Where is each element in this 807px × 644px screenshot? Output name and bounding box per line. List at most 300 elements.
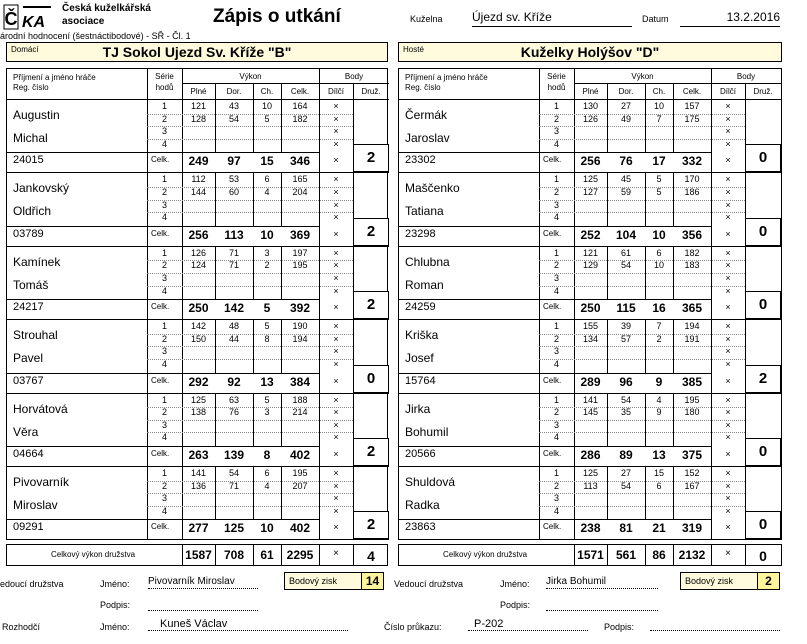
series-value: 155 bbox=[582, 321, 599, 332]
series-value: 125 bbox=[582, 468, 599, 478]
partial-point-mark: × bbox=[725, 260, 731, 271]
player-first-name: Miroslav bbox=[13, 498, 58, 512]
partial-point-mark: × bbox=[333, 285, 339, 296]
series-value: 188 bbox=[292, 394, 308, 405]
player-total-value: 263 bbox=[188, 447, 209, 462]
player-total-value: 249 bbox=[188, 154, 209, 169]
series-value: 71 bbox=[228, 247, 239, 258]
player-surname: Pivovarník bbox=[13, 475, 70, 489]
performance-header: Výkon bbox=[631, 72, 654, 81]
series-number: 3 bbox=[553, 419, 559, 430]
player-total-value: 256 bbox=[580, 154, 601, 169]
player-total-value: 115 bbox=[616, 301, 636, 316]
partial-point-mark: × bbox=[333, 407, 339, 418]
home-signature-field bbox=[148, 598, 258, 611]
total-rule bbox=[147, 373, 319, 374]
player-team-points: 2 bbox=[353, 438, 389, 466]
series-number: 2 bbox=[161, 113, 167, 124]
serie-header-2: hodů bbox=[155, 83, 174, 92]
partial-point-mark: × bbox=[725, 375, 731, 386]
series-number: 1 bbox=[553, 247, 559, 258]
player-team-points: 0 bbox=[745, 144, 781, 172]
partial-point-mark: × bbox=[725, 468, 731, 478]
home-captain-name: Pivovarník Miroslav bbox=[148, 576, 258, 589]
player-total-value: 385 bbox=[681, 374, 703, 389]
player-team-points: 0 bbox=[745, 218, 781, 246]
name-rule bbox=[399, 519, 539, 520]
venue-label: Kuželna bbox=[410, 14, 443, 24]
player-total-value: 356 bbox=[681, 227, 703, 242]
player-reg-number: 04664 bbox=[13, 447, 44, 460]
partial-point-mark: × bbox=[333, 321, 339, 332]
player-reg-number: 23863 bbox=[405, 521, 436, 534]
player-total-value: 369 bbox=[289, 227, 311, 242]
player-team-points: 2 bbox=[745, 365, 781, 393]
player-total-value: 13 bbox=[260, 374, 274, 389]
player-block bbox=[7, 100, 389, 173]
name-rule bbox=[399, 446, 539, 447]
away-signature-label: Podpis: bbox=[500, 600, 531, 610]
series-value: 214 bbox=[292, 407, 308, 418]
partial-point-mark: × bbox=[333, 505, 339, 516]
player-total-value: 81 bbox=[619, 521, 633, 536]
series-value: 54 bbox=[620, 260, 631, 271]
player-total-value: 5 bbox=[263, 301, 271, 316]
player-total-value: 15 bbox=[260, 154, 274, 169]
player-surname: Shuldová bbox=[405, 475, 456, 489]
player-name-header: Příjmení a jméno hráče bbox=[405, 73, 488, 82]
partial-point-mark: × bbox=[725, 113, 731, 124]
player-reg-number: 23302 bbox=[405, 154, 436, 167]
away-signature-field bbox=[546, 598, 658, 611]
total-rule bbox=[147, 446, 319, 447]
series-value: 130 bbox=[582, 101, 599, 111]
player-reg-number: 03767 bbox=[13, 374, 44, 387]
player-total-value: 10 bbox=[652, 227, 666, 242]
player-total-value: 97 bbox=[227, 154, 241, 169]
player-total-value: 319 bbox=[681, 521, 703, 536]
player-surname: Kamínek bbox=[13, 254, 61, 269]
player-first-name: Oldřich bbox=[13, 204, 52, 219]
series-number: 1 bbox=[161, 468, 167, 478]
partial-point-mark: × bbox=[333, 375, 339, 386]
player-surname: Horvátová bbox=[13, 401, 68, 416]
series-value: 54 bbox=[228, 468, 239, 478]
series-number: 3 bbox=[161, 272, 167, 283]
team-points-header: Druž. bbox=[753, 87, 773, 96]
player-total-value: 21 bbox=[652, 521, 666, 536]
series-value: 44 bbox=[228, 333, 239, 344]
total-rule bbox=[147, 519, 319, 520]
total-rule bbox=[147, 152, 319, 153]
series-value: 15 bbox=[653, 468, 664, 478]
partial-point-mark: × bbox=[333, 260, 339, 271]
player-total-value: 13 bbox=[652, 447, 666, 462]
series-value: 5 bbox=[264, 321, 270, 332]
series-value: 180 bbox=[684, 407, 700, 418]
series-number: 2 bbox=[553, 260, 559, 271]
player-reg-number: 24217 bbox=[13, 301, 44, 314]
series-value: 54 bbox=[228, 113, 239, 124]
partial-point-mark: × bbox=[333, 493, 339, 504]
player-block bbox=[399, 247, 781, 320]
partial-point-mark: × bbox=[333, 468, 339, 478]
series-value: 175 bbox=[684, 113, 700, 124]
series-value: 121 bbox=[582, 247, 599, 258]
team-summary-value: 2295 bbox=[286, 548, 314, 562]
partial-point-mark: × bbox=[333, 448, 339, 459]
series-value: 8 bbox=[264, 333, 270, 344]
home-team-header bbox=[6, 42, 388, 62]
player-total-value: 250 bbox=[580, 301, 601, 316]
team-summary-mark: × bbox=[333, 548, 339, 559]
series-number: 1 bbox=[161, 394, 167, 405]
series-value: 10 bbox=[261, 101, 272, 111]
team-summary-value: 2132 bbox=[678, 548, 706, 562]
series-value: 164 bbox=[292, 101, 308, 111]
partial-point-mark: × bbox=[725, 419, 731, 430]
series-value: 45 bbox=[620, 174, 631, 185]
player-first-name: Tomáš bbox=[13, 277, 49, 292]
partial-point-mark: × bbox=[333, 302, 339, 313]
name-rule bbox=[399, 373, 539, 374]
header-mid-rule bbox=[711, 83, 781, 84]
series-value: 71 bbox=[228, 480, 239, 491]
series-number: 3 bbox=[161, 346, 167, 357]
partial-point-mark: × bbox=[333, 358, 339, 369]
total-row-label: Celk. bbox=[151, 522, 170, 532]
partial-point-mark: × bbox=[333, 174, 339, 185]
player-total-value: 96 bbox=[619, 374, 633, 389]
total-row-label: Celk. bbox=[543, 375, 562, 385]
name-rule bbox=[399, 226, 539, 227]
points-header: Body bbox=[736, 72, 756, 81]
partial-point-mark: × bbox=[333, 333, 339, 344]
rules-subtitle: árodní hodnocení (šestnáctibodové) - SŘ - Čl. 1 bbox=[0, 31, 191, 41]
player-first-name: Tatiana bbox=[405, 204, 444, 219]
svg-text:Č: Č bbox=[4, 9, 18, 29]
player-name-header: Příjmení a jméno hráče bbox=[13, 73, 96, 82]
series-value: 2 bbox=[656, 333, 662, 344]
partial-point-mark: × bbox=[725, 138, 731, 149]
series-value: 134 bbox=[582, 333, 599, 344]
player-total-value: 9 bbox=[655, 374, 663, 389]
away-team-header bbox=[398, 42, 782, 62]
partial-point-mark: × bbox=[333, 480, 339, 491]
series-value: 48 bbox=[228, 321, 239, 332]
partial-point-mark: × bbox=[725, 493, 731, 504]
referee-signature-field bbox=[650, 618, 780, 631]
series-number: 2 bbox=[553, 186, 559, 197]
player-block bbox=[399, 100, 781, 173]
away-match-points-label: Bodový zisk bbox=[685, 576, 734, 586]
partial-point-mark: × bbox=[333, 212, 339, 223]
cka-logo bbox=[3, 3, 55, 33]
series-value: 121 bbox=[190, 101, 207, 111]
player-team-points: 0 bbox=[353, 365, 389, 393]
series-value: 60 bbox=[228, 186, 239, 197]
player-team-points: 2 bbox=[353, 511, 389, 539]
home-captain-name-label: Jméno: bbox=[100, 579, 130, 589]
player-total-value: 375 bbox=[681, 447, 703, 462]
player-total-value: 238 bbox=[580, 521, 601, 536]
clearing-header: Dor. bbox=[618, 87, 634, 96]
miss-header: Ch. bbox=[260, 87, 274, 96]
series-number: 2 bbox=[161, 260, 167, 271]
partial-point-mark: × bbox=[725, 448, 731, 459]
away-team-summary bbox=[398, 544, 782, 566]
series-value: 150 bbox=[190, 333, 207, 344]
series-value: 190 bbox=[292, 321, 308, 332]
series-number: 3 bbox=[553, 199, 559, 210]
series-value: 125 bbox=[190, 394, 207, 405]
serie-header: Série bbox=[547, 72, 566, 81]
away-role-label: Hosté bbox=[403, 45, 424, 54]
series-value: 10 bbox=[653, 101, 664, 111]
total-rule bbox=[539, 152, 711, 153]
series-value: 167 bbox=[684, 480, 700, 491]
series-number: 3 bbox=[553, 493, 559, 504]
player-total-value: 10 bbox=[260, 227, 274, 242]
player-surname: Chlubna bbox=[405, 254, 450, 269]
player-reg-number: 03789 bbox=[13, 227, 44, 240]
series-value: 49 bbox=[620, 113, 631, 124]
home-team-name: TJ Sokol Ujezd Sv. Kříže "B" bbox=[102, 44, 292, 60]
player-first-name: Roman bbox=[405, 277, 444, 292]
series-number: 2 bbox=[161, 333, 167, 344]
series-value: 5 bbox=[264, 394, 270, 405]
series-value: 39 bbox=[620, 321, 631, 332]
player-first-name: Michal bbox=[13, 131, 48, 145]
series-value: 195 bbox=[292, 468, 308, 478]
series-value: 76 bbox=[228, 407, 239, 418]
series-value: 6 bbox=[656, 480, 662, 491]
series-value: 204 bbox=[292, 186, 308, 197]
series-number: 3 bbox=[553, 272, 559, 283]
player-total-value: 292 bbox=[188, 374, 209, 389]
series-number: 3 bbox=[161, 199, 167, 210]
player-reg-number: 20566 bbox=[405, 447, 436, 460]
series-number: 4 bbox=[553, 505, 559, 516]
total-row-label: Celk. bbox=[151, 228, 170, 238]
partial-points-header: Dílčí bbox=[720, 87, 736, 96]
player-reg-number: 23298 bbox=[405, 227, 436, 240]
series-value: 59 bbox=[620, 186, 631, 197]
player-first-name: Radka bbox=[405, 498, 440, 512]
referee-label: Rozhodčí bbox=[2, 622, 41, 632]
away-captain-name-label: Jméno: bbox=[500, 579, 530, 589]
player-total-value: 10 bbox=[260, 521, 274, 536]
series-value: 136 bbox=[190, 480, 207, 491]
series-value: 197 bbox=[292, 247, 308, 258]
series-number: 3 bbox=[553, 346, 559, 357]
team-summary-label: Celkový výkon družstva bbox=[443, 550, 528, 559]
series-number: 2 bbox=[161, 186, 167, 197]
player-total-value: 256 bbox=[188, 227, 209, 242]
series-number: 4 bbox=[161, 212, 167, 223]
series-number: 4 bbox=[161, 358, 167, 369]
series-value: 61 bbox=[620, 247, 631, 258]
partial-point-mark: × bbox=[725, 394, 731, 405]
partial-points-header: Dílčí bbox=[328, 87, 344, 96]
series-value: 141 bbox=[582, 394, 599, 405]
player-total-value: 17 bbox=[652, 154, 666, 169]
series-value: 124 bbox=[190, 260, 207, 271]
series-number: 2 bbox=[553, 407, 559, 418]
series-value: 10 bbox=[653, 260, 664, 271]
name-rule bbox=[7, 299, 147, 300]
reg-number-header: Reg. číslo bbox=[405, 83, 441, 92]
team-points-header: Druž. bbox=[361, 87, 381, 96]
player-total-value: 252 bbox=[580, 227, 601, 242]
partial-point-mark: × bbox=[333, 155, 339, 166]
player-team-points: 0 bbox=[745, 511, 781, 539]
series-value: 128 bbox=[190, 113, 207, 124]
partial-point-mark: × bbox=[333, 186, 339, 197]
series-value: 5 bbox=[656, 186, 662, 197]
partial-point-mark: × bbox=[725, 212, 731, 223]
player-surname: Kriška bbox=[405, 328, 439, 343]
player-total-value: 142 bbox=[223, 301, 245, 316]
name-rule bbox=[399, 299, 539, 300]
series-value: 71 bbox=[228, 260, 239, 271]
total-row-label: Celk. bbox=[151, 155, 170, 165]
home-match-points-box bbox=[284, 572, 384, 590]
total-row-label: Celk. bbox=[151, 448, 170, 458]
series-number: 1 bbox=[553, 321, 559, 332]
partial-point-mark: × bbox=[725, 407, 731, 418]
away-captain-label: Vedoucí družstva bbox=[394, 579, 464, 589]
full-header: Plné bbox=[582, 87, 599, 96]
player-total-value: 125 bbox=[223, 521, 245, 536]
series-number: 2 bbox=[553, 480, 559, 491]
header-mid-rule bbox=[319, 83, 389, 84]
player-block bbox=[7, 173, 389, 246]
partial-point-mark: × bbox=[725, 505, 731, 516]
series-number: 3 bbox=[161, 419, 167, 430]
team-summary-mark: × bbox=[725, 548, 731, 559]
player-team-points: 2 bbox=[353, 144, 389, 172]
series-value: 57 bbox=[620, 333, 631, 344]
miss-header: Ch. bbox=[652, 87, 666, 96]
home-captain-label: edoucí družstva bbox=[0, 579, 64, 589]
player-block bbox=[7, 247, 389, 320]
player-surname: Strouhal bbox=[13, 328, 58, 343]
series-value: 157 bbox=[684, 101, 700, 111]
series-value: 4 bbox=[264, 186, 270, 197]
name-rule bbox=[399, 152, 539, 153]
away-captain-name: Jirka Bohumil bbox=[546, 576, 658, 589]
team-summary-value: 61 bbox=[260, 548, 274, 562]
header-mid-rule bbox=[574, 83, 711, 84]
series-number: 4 bbox=[161, 505, 167, 516]
partial-point-mark: × bbox=[333, 138, 339, 149]
player-reg-number: 24015 bbox=[13, 154, 44, 167]
series-value: 145 bbox=[582, 407, 599, 418]
series-value: 6 bbox=[264, 468, 270, 478]
series-value: 3 bbox=[264, 407, 270, 418]
partial-point-mark: × bbox=[725, 126, 731, 137]
series-value: 6 bbox=[264, 174, 270, 185]
player-surname: Augustin bbox=[13, 108, 60, 122]
partial-point-mark: × bbox=[333, 272, 339, 283]
partial-point-mark: × bbox=[333, 346, 339, 357]
series-value: 207 bbox=[292, 480, 308, 491]
series-number: 4 bbox=[553, 432, 559, 443]
series-value: 2 bbox=[264, 260, 270, 271]
partial-point-mark: × bbox=[725, 358, 731, 369]
series-number: 3 bbox=[161, 126, 167, 137]
total-row-label: Celk. bbox=[151, 302, 170, 312]
partial-point-mark: × bbox=[725, 272, 731, 283]
partial-point-mark: × bbox=[725, 346, 731, 357]
serie-header-2: hodů bbox=[547, 83, 566, 92]
series-value: 6 bbox=[656, 247, 662, 258]
partial-point-mark: × bbox=[725, 174, 731, 185]
full-header: Plné bbox=[190, 87, 207, 96]
series-value: 7 bbox=[656, 113, 662, 124]
team-summary-value: 1587 bbox=[185, 548, 212, 562]
partial-point-mark: × bbox=[725, 101, 731, 111]
player-surname: Maščenko bbox=[405, 181, 460, 196]
player-total-value: 89 bbox=[619, 447, 633, 462]
partial-point-mark: × bbox=[333, 126, 339, 137]
page-title: Zápis o utkání bbox=[213, 6, 341, 27]
series-number: 4 bbox=[553, 212, 559, 223]
performance-header: Výkon bbox=[239, 72, 262, 81]
partial-point-mark: × bbox=[725, 247, 731, 258]
player-block bbox=[7, 467, 389, 540]
partial-point-mark: × bbox=[725, 285, 731, 296]
series-number: 2 bbox=[553, 113, 559, 124]
referee-signature-label: Podpis: bbox=[604, 622, 635, 632]
player-reg-number: 15764 bbox=[405, 374, 436, 387]
player-surname: Jankovský bbox=[13, 181, 70, 196]
player-total-value: 384 bbox=[289, 374, 311, 389]
player-first-name: Josef bbox=[405, 351, 434, 366]
series-value: 152 bbox=[684, 468, 700, 478]
player-block bbox=[399, 173, 781, 246]
series-value: 194 bbox=[292, 333, 308, 344]
home-match-points-label: Bodový zisk bbox=[289, 576, 338, 586]
series-number: 2 bbox=[161, 480, 167, 491]
player-total-value: 250 bbox=[188, 301, 209, 316]
block-bottom-rule bbox=[7, 539, 389, 540]
player-total-value: 277 bbox=[188, 521, 209, 536]
series-number: 2 bbox=[161, 407, 167, 418]
name-rule bbox=[7, 226, 147, 227]
player-total-value: 365 bbox=[681, 301, 703, 316]
referee-name: Kuneš Václav bbox=[148, 618, 348, 631]
away-match-points: 2 bbox=[757, 573, 779, 589]
date-label: Datum bbox=[642, 14, 669, 24]
partial-point-mark: × bbox=[333, 228, 339, 239]
partial-point-mark: × bbox=[333, 247, 339, 258]
series-number: 2 bbox=[553, 333, 559, 344]
player-block bbox=[7, 394, 389, 467]
player-total-value: 286 bbox=[580, 447, 601, 462]
series-number: 1 bbox=[161, 174, 167, 185]
series-value: 54 bbox=[620, 480, 631, 491]
series-value: 165 bbox=[292, 174, 308, 185]
player-total-value: 332 bbox=[681, 154, 703, 169]
series-value: 186 bbox=[684, 186, 700, 197]
venue-value: Újezd sv. Kříže bbox=[472, 10, 632, 27]
partial-point-mark: × bbox=[725, 186, 731, 197]
series-number: 1 bbox=[553, 394, 559, 405]
block-bottom-rule bbox=[399, 539, 781, 540]
player-surname: Čermák bbox=[405, 108, 448, 122]
